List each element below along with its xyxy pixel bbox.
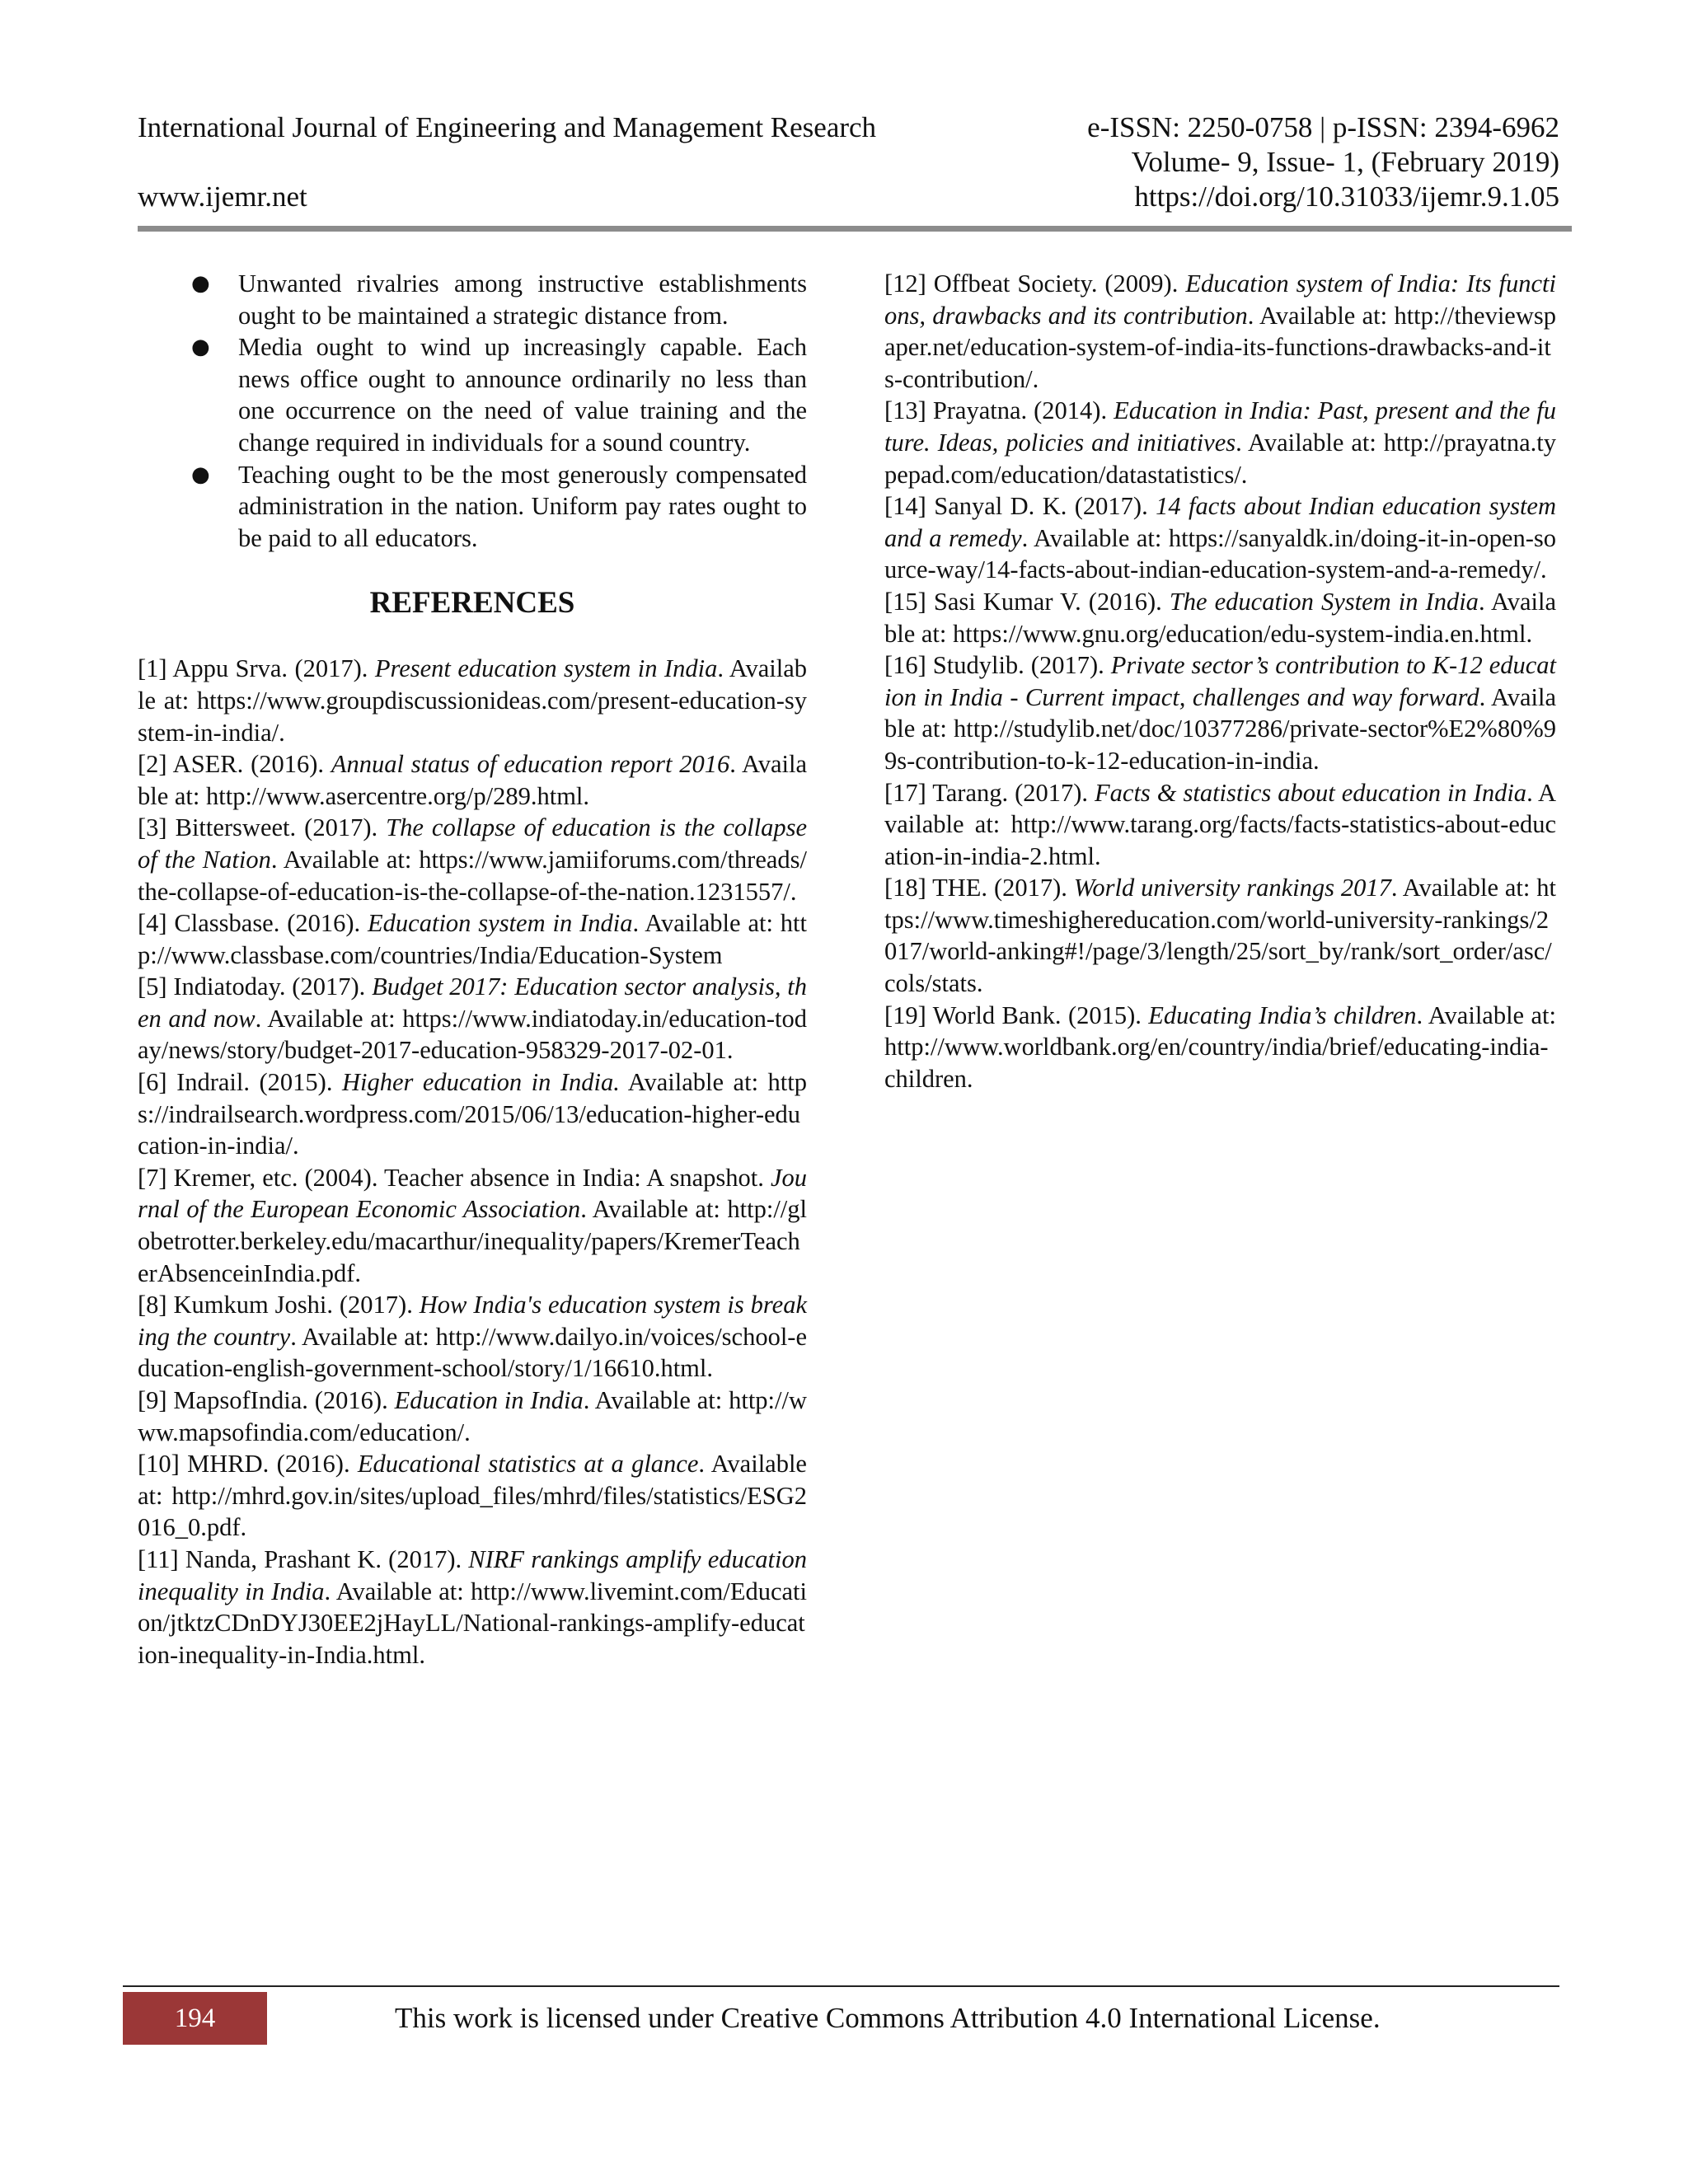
journal-website[interactable]: www.ijemr.net: [138, 180, 307, 213]
reference-title: Education in India: Past, present and the future. Ideas, policies and initiatives: [884, 396, 1556, 457]
list-item: ● Unwanted rivalries among instructive establishments ought to be maintained a strategic distance from.: [191, 269, 807, 330]
reference-item: [6] Indrail. (2015). Higher education in India. Available at: https://indrailsearch.wordpress.com/2015/06/13/education-higher-education-in-india/.: [138, 1068, 807, 1160]
reference-title: Journal of the European Economic Association: [138, 1163, 807, 1224]
reference-source: . Available at: http://www.mapsofindia.com/education/.: [138, 1386, 807, 1446]
issn-line: e-ISSN: 2250-0758 | p-ISSN: 2394-6962: [1087, 111, 1559, 143]
bullet-icon: ●: [191, 271, 210, 296]
reference-item: [9] MapsofIndia. (2016). Education in India. Available at: http://www.mapsofindia.com/education/.: [138, 1386, 807, 1446]
reference-source: . Available at: http://www.tarang.org/facts/facts-statistics-about-education-in-india-2.html.: [884, 778, 1557, 870]
reference-title: Present education system in India: [374, 654, 718, 683]
footer-divider: [123, 1985, 1559, 1987]
reference-source: . Available at: http://www.asercentre.org/p/289.html.: [138, 750, 807, 810]
reference-title: How India's education system is breaking the country: [138, 1291, 807, 1351]
reference-source: . Available at: https://www.gnu.org/education/edu-system-india.en.html.: [884, 587, 1556, 648]
references-heading: REFERENCES: [369, 586, 575, 621]
license-notice: This work is licensed under Creative Commons Attribution 4.0 International License.: [395, 2002, 1381, 2034]
reference-item: [16] Studylib. (2017). Private sector’s contribution to K-12 education in India - Current impact, challenges and way forward. Available at: http://studylib.net/doc/10377286/private-sector%E2%80%99s-contribution-to-k-12-education-in-india.: [884, 651, 1556, 775]
reference-title: The education System in India: [1169, 587, 1479, 616]
reference-item: [10] MHRD. (2016). Educational statistics at a glance. Available at: http://mhrd.gov.in/sites/upload_files/mhrd/files/statistics/ESG2016_0.pdf.: [138, 1450, 807, 1542]
page-number: 194: [123, 1992, 267, 2045]
reference-source: . Available at: http://www.livemint.com/Education/jtktzCDnDYJ30EE2jHayLL/National-rankings-amplify-education-inequality-in-India.html.: [138, 1577, 807, 1669]
reference-source: . Available at: http://www.classbase.com/countries/India/Education-System: [138, 909, 807, 969]
page-header: [138, 104, 1559, 232]
reference-source: . Available at: https://www.timeshighereducation.com/world-university-rankings/2017/world-anking#!/page/3/length/25/sort_by/rank/sort_order/asc/cols/stats.: [884, 874, 1556, 998]
reference-source: . Available at: https://www.groupdiscussionideas.com/present-education-system-in-india/.: [138, 654, 807, 747]
reference-title: Educating India’s children: [1148, 1001, 1417, 1029]
reference-title: Private sector’s contribution to K-12 education in India - Current impact, challenges and way forward: [884, 651, 1556, 711]
reference-item: [7] Kremer, etc. (2004). Teacher absence in India: A snapshot. Journal of the European Economic Association. Available at: http://globetrotter.berkeley.edu/macarthur/inequality/papers/KremerTeacherAbsenceinIndia.pdf.: [138, 1163, 807, 1287]
bullet-icon: ●: [191, 462, 210, 487]
reference-source: . Available at: http://www.worldbank.org/en/country/india/brief/educating-india-children.: [884, 1001, 1556, 1093]
reference-title: The collapse of education is the collapse of the Nation: [138, 813, 807, 874]
reference-item: [3] Bittersweet. (2017). The collapse of education is the collapse of the Nation. Available at: https://www.jamiiforums.com/threads/the-collapse-of-education-is-the-collapse-of-the-nation.1231557/.: [138, 813, 807, 906]
reference-source: Available at: https://indrailsearch.wordpress.com/2015/06/13/education-higher-education-in-india/.: [138, 1068, 807, 1160]
reference-item: [13] Prayatna. (2014). Education in India: Past, present and the future. Ideas, policies and initiatives. Available at: http://prayatna.typepad.com/education/datastatistics/.: [884, 396, 1557, 489]
header-divider: [138, 226, 1572, 232]
volume-issue: Volume- 9, Issue- 1, (February 2019): [1131, 146, 1559, 178]
bullet-icon: ●: [191, 335, 210, 360]
reference-item: [14] Sanyal D. K. (2017). 14 facts about Indian education system and a remedy. Available at: https://sanyaldk.in/doing-it-in-open-source-way/14-facts-about-indian-education-system-and-a-remedy/.: [884, 492, 1556, 584]
reference-item: [1] Appu Srva. (2017). Present education system in India. Available at: https://www.groupdiscussionideas.com/present-education-system-in-india/.: [138, 654, 807, 747]
reference-source: . Available at: https://www.jamiiforums.com/threads/the-collapse-of-education-is-the-collapse-of-the-nation.1231557/.: [138, 845, 807, 906]
doi-link[interactable]: https://doi.org/10.31033/ijemr.9.1.05: [1134, 180, 1559, 213]
reference-title: Educational statistics at a glance: [357, 1450, 699, 1479]
reference-item: [18] THE. (2017). World university rankings 2017. Available at: https://www.timeshighereducation.com/world-university-rankings/2017/world-anking#!/page/3/length/25/sort_by/rank/sort_order/asc/cols/stats.: [884, 874, 1556, 998]
recommendation-list: [138, 268, 807, 554]
reference-title: 14 facts about Indian education system and a remedy: [884, 492, 1556, 552]
reference-source: . Available at: https://sanyaldk.in/doing-it-in-open-source-way/14-facts-about-indian-education-system-and-a-remedy/.: [884, 523, 1556, 584]
reference-title: Education system of India: Its functions, drawbacks and its contribution: [884, 269, 1557, 330]
reference-item: [5] Indiatoday. (2017). Budget 2017: Education sector analysis, then and now. Available at: https://www.indiatoday.in/education-today/news/story/budget-2017-education-958329-2017-02-01.: [138, 972, 808, 1065]
reference-item: [8] Kumkum Joshi. (2017). How India's education system is breaking the country. Available at: http://www.dailyo.in/voices/school-education-english-government-school/story/1/16610.html.: [138, 1291, 807, 1383]
reference-title: Facts & statistics about education in India: [1095, 778, 1527, 807]
journal-name: International Journal of Engineering and Management Research: [138, 111, 877, 143]
reference-source: . Available at: http://mhrd.gov.in/sites/upload_files/mhrd/files/statistics/ESG2016_0.pdf.: [138, 1450, 807, 1542]
reference-item: [2] ASER. (2016). Annual status of education report 2016. Available at: http://www.asercentre.org/p/289.html.: [138, 750, 807, 810]
reference-title: Higher education in India.: [341, 1068, 620, 1097]
page-footer: [123, 1985, 1559, 2051]
reference-title: World university rankings 2017: [1073, 874, 1391, 902]
list-item: ● Teaching ought to be the most generously compensated administration in the nation. Uniform pay rates ought to be paid to all educators.: [191, 460, 807, 552]
reference-item: [12] Offbeat Society. (2009). Education system of India: Its functions, drawbacks and its contribution. Available at: http://theviewspaper.net/education-system-of-india-its-functions-drawbacks-and-its-contribution/.: [884, 269, 1557, 393]
reference-item: [4] Classbase. (2016). Education system in India. Available at: http://www.classbase.com/countries/India/Education-System: [138, 909, 807, 969]
reference-item: [15] Sasi Kumar V. (2016). The education System in India. Available at: https://www.gnu.org/education/edu-system-india.en.html.: [884, 587, 1556, 648]
references-list-right: [884, 268, 1556, 1094]
reference-title: Budget 2017: Education sector analysis, then and now: [138, 972, 808, 1033]
reference-source: . Available at: http://www.dailyo.in/voices/school-education-english-government-school/story/1/16610.html.: [138, 1322, 807, 1383]
right-column: [884, 268, 1556, 1094]
list-item: ● Media ought to wind up increasingly capable. Each news office ought to announce ordinarily no less than one occurrence on the need of value training and the change required in individuals for a sound country.: [191, 333, 807, 457]
reference-item: [11] Nanda, Prashant K. (2017). NIRF rankings amplify education inequality in India. Available at: http://www.livemint.com/Education/jtktzCDnDYJ30EE2jHayLL/National-rankings-amplify-education-inequality-in-India.html.: [138, 1544, 807, 1669]
reference-source: . Available at: http://studylib.net/doc/10377286/private-sector%E2%80%99s-contribution-to-k-12-education-in-india.: [884, 682, 1556, 775]
reference-title: Education system in India: [368, 909, 633, 938]
references-list-left: [138, 653, 807, 1671]
reference-source: . Available at: http://prayatna.typepad.com/education/datastatistics/.: [884, 428, 1557, 489]
reference-item: [19] World Bank. (2015). Educating India’s children. Available at: http://www.worldbank.org/en/country/india/brief/educating-india-children.: [884, 1001, 1556, 1093]
reference-item: [17] Tarang. (2017). Facts & statistics about education in India. Available at: http://www.tarang.org/facts/facts-statistics-about-education-in-india-2.html.: [884, 778, 1557, 870]
reference-title: Education in India: [394, 1386, 584, 1414]
left-column: [138, 268, 807, 1671]
reference-source: . Available at: http://globetrotter.berkeley.edu/macarthur/inequality/papers/KremerTeacherAbsenceinIndia.pdf.: [138, 1195, 807, 1287]
reference-source: . Available at: https://www.indiatoday.in/education-today/news/story/budget-2017-education-958329-2017-02-01.: [138, 1004, 807, 1065]
reference-title: NIRF rankings amplify education inequality in India: [138, 1544, 807, 1605]
reference-source: . Available at: http://theviewspaper.net/education-system-of-india-its-functions-drawbacks-and-its-contribution/.: [884, 301, 1556, 393]
reference-title: Annual status of education report 2016: [331, 750, 730, 779]
